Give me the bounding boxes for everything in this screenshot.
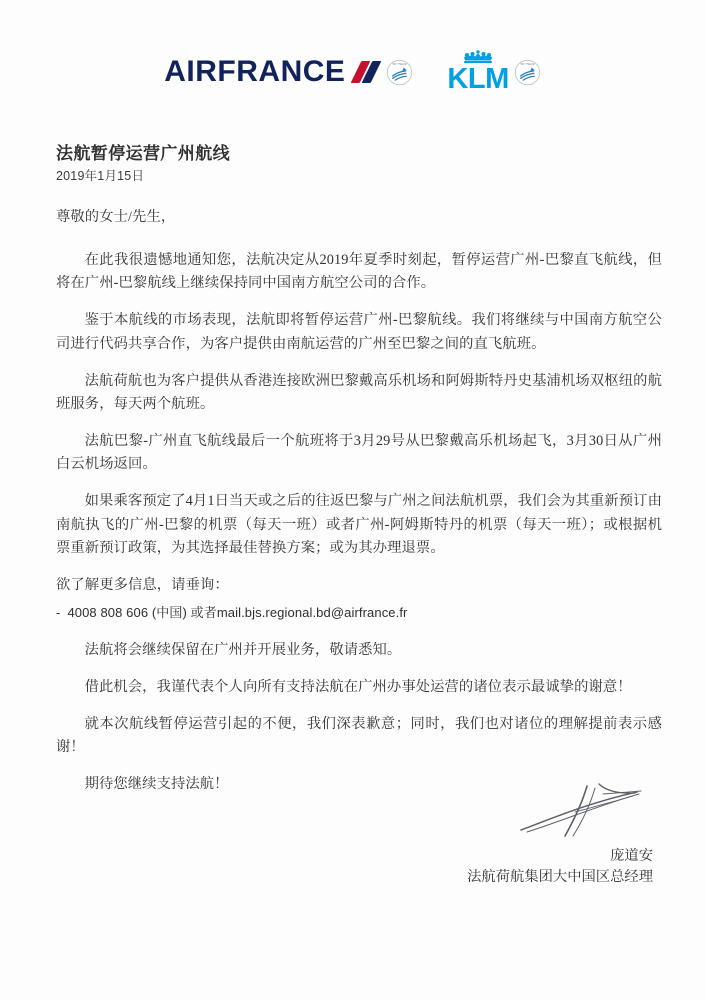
list-dash: - [56,605,61,621]
contact-intro: 欲了解更多信息，请垂询： [56,576,229,593]
airfrance-wordmark: AIRFRANCE [164,55,346,88]
paragraph-closing-support: 期待您继续支持法航！ [84,776,229,793]
skyteam-wordmark: SKYTEAM [392,61,407,66]
klm-logo [447,50,540,94]
paragraph-codeshare: 鉴于本航线的市场表现，法航即将暂停运营广州-巴黎航线。我们将继续与中国南方航空公司进行代码共享合作，为客户提供由南航运营的广州至巴黎之间的直飞航班。 [56,312,662,352]
page-title: 法航暂停运营广州航线 [56,144,230,164]
letter-body [56,206,662,810]
brand-header [0,44,705,100]
contact-phone-email[interactable]: 4008 808 606 (中国) 或者mail.bjs.regional.bd@airfrance.fr [67,605,408,621]
contact-details [56,603,662,623]
paragraph-apology: 就本次航线暂停运营引起的不便，我们深表歉意；同时，我们也对诸位的理解提前表示感谢！ [56,715,662,755]
paragraph-thanks: 借此机会，我谨代表个人向所有支持法航在广州办事处运营的诸位表示最诚挚的谢意！ [84,678,632,695]
klm-block [447,50,508,94]
handwritten-signature-icon [513,782,653,840]
klm-wordmark: KLM [447,63,509,95]
airfrance-logo [164,57,413,87]
skyteam-icon [386,59,413,86]
paragraph-suspension-notice: 在此我很遗憾地通知您，法航决定从2019年夏季时刻起，暂停运营广州-巴黎直飞航线，但将在广州-巴黎航线上继续保持同中国南方航空公司的合作。 [56,252,662,292]
skyteam-wordmark: SKYTEAM [520,61,535,66]
paragraph-rebooking: 如果乘客预定了4月1日当天或之后的往返巴黎与广州之间法航机票，我们会为其重新预订由南航执飞的广州-巴黎的机票（每天一班）或者广州-阿姆斯特丹的机票（每天一班）；或根据机票重新预订政策，为其选择最佳替换方案；或为其办理退票。 [56,493,662,556]
crown-icon [454,50,502,64]
signature-block [361,782,661,889]
paragraph-hongkong-hubs: 法航荷航也为客户提供从香港连接欧洲巴黎戴高乐机场和阿姆斯特丹史基浦机场双枢纽的航班服务，每天两个航班。 [56,372,662,412]
signatory-name: 庞道安 [610,848,653,864]
paragraph-guangzhou-presence: 法航将会继续保留在广州并开展业务，敬请悉知。 [84,641,402,658]
document-date: 2019年1月15日 [56,169,145,183]
airfrance-slash-icon [354,60,380,84]
salutation: 尊敬的女士/先生， [56,209,176,225]
signatory-title: 法航荷航集团大中国区总经理 [467,869,653,886]
paragraph-last-flight: 法航巴黎-广州直飞航线最后一个航班将于3月29号从巴黎戴高乐机场起飞，3月30日从广州白云机场返回。 [56,433,662,473]
skyteam-icon [514,59,541,86]
